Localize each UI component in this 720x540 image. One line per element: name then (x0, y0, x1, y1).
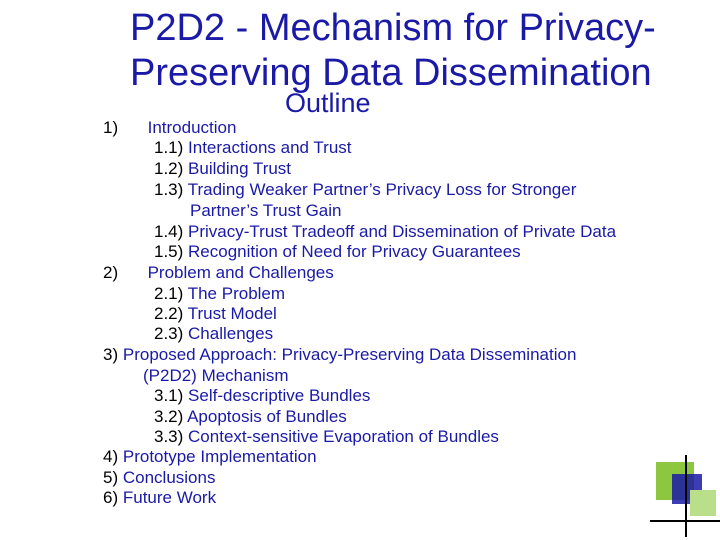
outline-item-number: 1.4) (154, 222, 184, 241)
outline-item-text: Partner’s Trust Gain (190, 201, 342, 220)
slide-title (130, 6, 710, 96)
outline-item-number: 3) (103, 345, 119, 364)
outline-item-text: Problem and Challenges (147, 263, 334, 282)
outline-item-text: Conclusions (122, 468, 216, 487)
outline-item-text: Privacy-Trust Tradeoff and Dissemination of Private Data (188, 222, 617, 241)
outline-item-1-2 (154, 159, 291, 179)
outline-item-number: 1.5) (154, 242, 184, 261)
outline-item-3-3 (154, 427, 499, 447)
outline-item-text: Recognition of Need for Privacy Guarantees (188, 242, 521, 261)
outline-item-number: 4) (103, 447, 119, 466)
outline-item-text: Future Work (122, 488, 217, 507)
outline-item-text: (P2D2) Mechanism (143, 366, 289, 385)
outline-item-number: 1) (103, 118, 119, 137)
decorative-vertical-line (685, 455, 687, 537)
outline-item-5 (103, 468, 215, 488)
outline-item-number: 3.2) (154, 407, 184, 426)
outline-item-text: Context-sensitive Evaporation of Bundles (188, 427, 499, 446)
outline-item-1 (103, 118, 236, 138)
outline-item-number: 6) (103, 488, 119, 507)
outline-item-2-3 (154, 324, 273, 344)
outline-item-text: Self-descriptive Bundles (188, 386, 371, 405)
outline-item-2-1 (154, 284, 285, 304)
outline-item-text: Interactions and Trust (188, 138, 352, 157)
outline-item-3-cont (143, 366, 289, 386)
outline-item-text: Apoptosis of Bundles (187, 407, 347, 426)
slide-title-line-1: P2D2 - Mechanism for Privacy- (130, 7, 656, 49)
outline-item-2-2 (154, 304, 277, 324)
outline-item-text: Trust Model (187, 304, 277, 323)
outline-item-1-3-cont (190, 201, 342, 221)
outline-item-text: The Problem (187, 284, 286, 303)
outline-item-3 (103, 345, 576, 365)
outline-item-2 (103, 263, 334, 283)
outline-item-4 (103, 447, 317, 467)
outline-item-number: 3.3) (154, 427, 184, 446)
decorative-square-light-green (690, 490, 716, 516)
decorative-horizontal-line (650, 520, 720, 522)
outline-item-text: Introduction (147, 118, 237, 137)
outline-item-text: Proposed Approach: Privacy-Preserving Data Dissemination (122, 345, 577, 364)
outline-item-number: 1.3) (154, 180, 184, 199)
outline-item-number: 2.2) (154, 304, 184, 323)
outline-heading: Outline (285, 88, 371, 118)
outline-item-1-4 (154, 222, 616, 242)
outline-item-number: 3.1) (154, 386, 184, 405)
outline-item-number: 1.1) (154, 138, 184, 157)
outline-item-number: 1.2) (154, 159, 184, 178)
outline-item-text: Building Trust (188, 159, 292, 178)
outline-item-number: 2.3) (154, 324, 184, 343)
outline-item-number: 2.1) (154, 284, 184, 303)
outline-item-3-2 (154, 407, 347, 427)
outline-item-1-1 (154, 138, 352, 158)
outline-item-3-1 (154, 386, 370, 406)
outline-item-1-5 (154, 242, 521, 262)
outline-item-text: Prototype Implementation (122, 447, 317, 466)
outline-item-text: Challenges (188, 324, 274, 343)
outline-item-number: 2) (103, 263, 119, 282)
outline-item-text: Trading Weaker Partner’s Privacy Loss for Stronger (187, 180, 577, 199)
outline-item-number: 5) (103, 468, 119, 487)
slide-title-line-2: Preserving Data Dissemination (130, 52, 652, 94)
outline-item-1-3 (154, 180, 576, 200)
outline-item-6 (103, 488, 216, 508)
